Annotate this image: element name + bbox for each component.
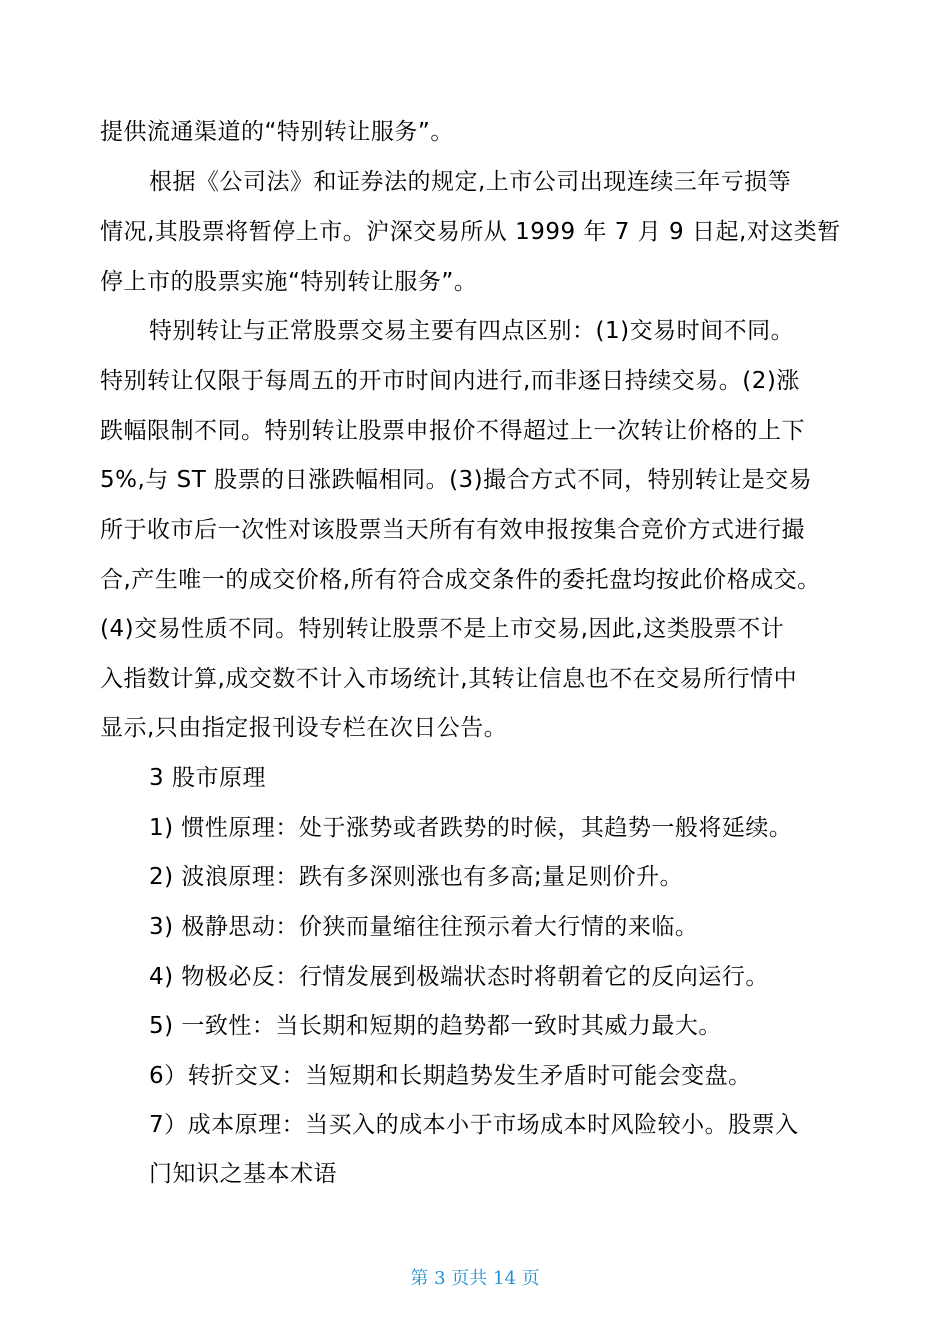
- paragraph-start: 特别转让与正常股票交易主要有四点区别：(1)交易时间不同。: [149, 318, 795, 344]
- text-line: 入指数计算,成交数不计入市场统计,其转让信息也不在交易所行情中: [100, 666, 798, 692]
- page-footer: 第 3 页共 14 页: [410, 1268, 540, 1289]
- text-line: 所于收市后一次性对该股票当天所有有效申报按集合竞价方式进行撮: [100, 517, 805, 543]
- text-line: 显示,只由指定报刊设专栏在次日公告。: [100, 715, 508, 741]
- text-line: 门知识之基本术语: [149, 1161, 337, 1187]
- text-line: 特别转让仅限于每周五的开市时间内进行,而非逐日持续交易。(2)涨: [100, 368, 800, 394]
- list-item: 3) 极静思动：价狭而量缩往往预示着大行情的来临。: [149, 914, 699, 940]
- text-line: 合,产生唯一的成交价格,所有符合成交条件的委托盘均按此价格成交。: [100, 567, 821, 593]
- text-line: 跌幅限制不同。特别转让股票申报价不得超过上一次转让价格的上下: [100, 418, 805, 444]
- paragraph-start: 根据《公司法》和证券法的规定,上市公司出现连续三年亏损等: [149, 169, 792, 195]
- text-line: 提供流通渠道的“特别转让服务”。: [100, 119, 454, 145]
- section-heading: 3 股市原理: [149, 765, 266, 791]
- list-item: 4) 物极必反：行情发展到极端状态时将朝着它的反向运行。: [149, 964, 769, 990]
- list-item: 7）成本原理：当买入的成本小于市场成本时风险较小。股票入: [149, 1112, 799, 1138]
- text-line: 5%,与 ST 股票的日涨跌幅相同。(3)撮合方式不同，特别转让是交易: [100, 467, 813, 493]
- list-item: 6）转折交叉：当短期和长期趋势发生矛盾时可能会变盘。: [149, 1063, 752, 1089]
- list-item: 1) 惯性原理：处于涨势或者跌势的时候，其趋势一般将延续。: [149, 815, 793, 841]
- list-item: 2) 波浪原理：跌有多深则涨也有多高;量足则价升。: [149, 864, 684, 890]
- text-line: 停上市的股票实施“特别转让服务”。: [100, 269, 478, 295]
- text-line: 情况,其股票将暂停上市。沪深交易所从 1999 年 7 月 9 日起,对这类暂: [100, 219, 841, 245]
- list-item: 5) 一致性：当长期和短期的趋势都一致时其威力最大。: [149, 1013, 722, 1039]
- text-line: (4)交易性质不同。特别转让股票不是上市交易,因此,这类股票不计: [100, 616, 785, 642]
